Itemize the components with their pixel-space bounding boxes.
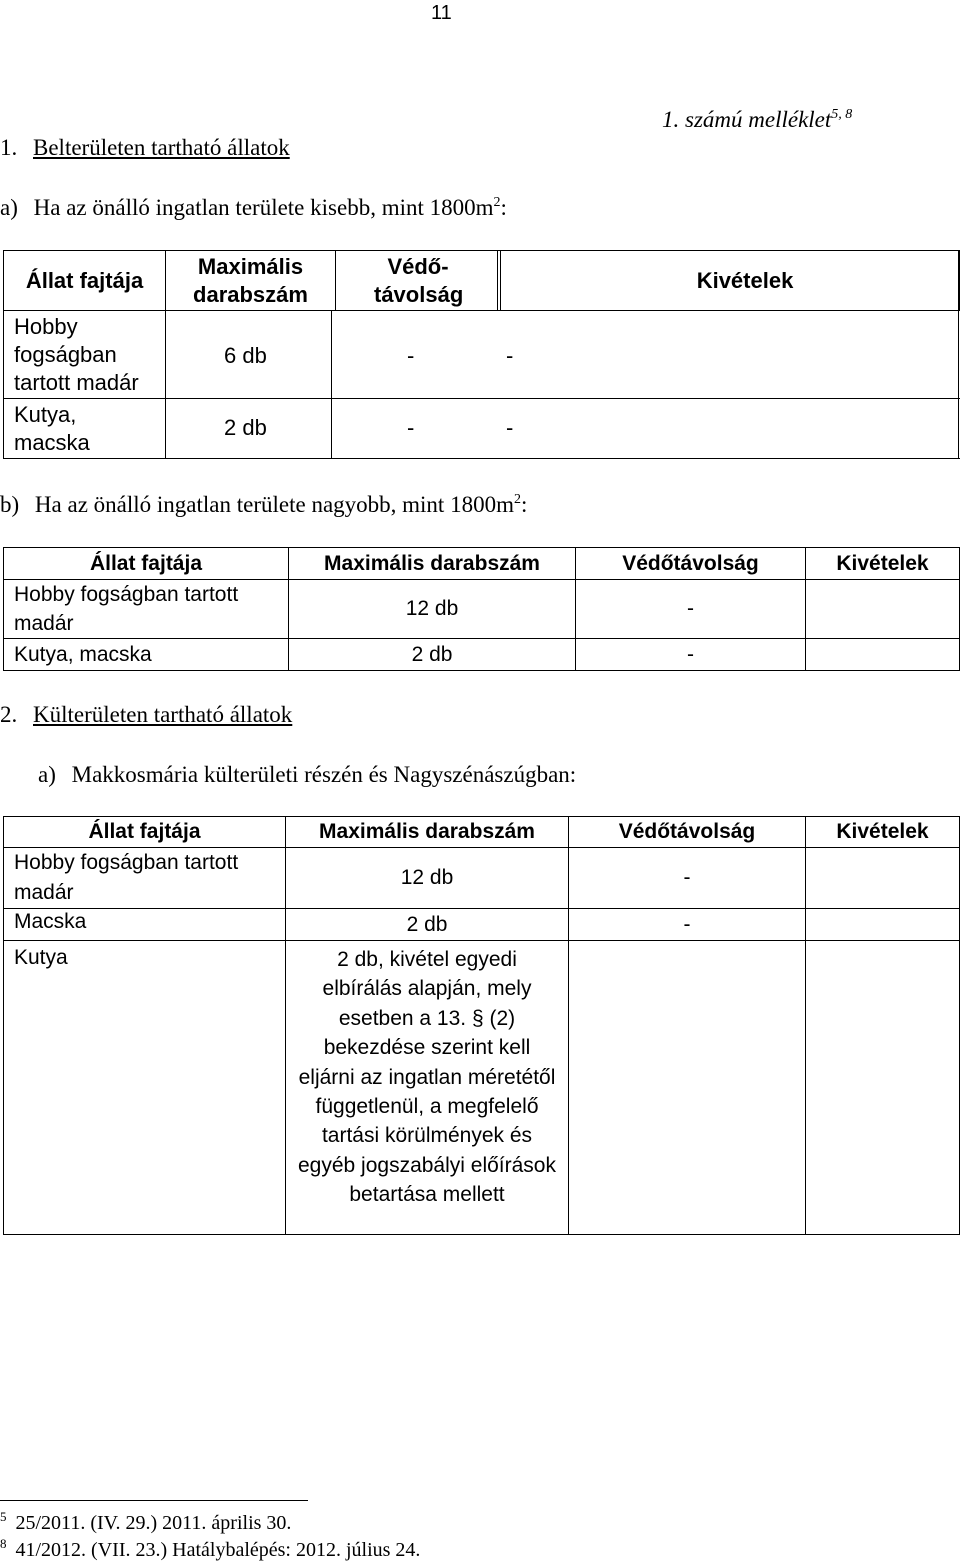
table-row: [4, 639, 960, 671]
section-1b-heading: [0, 493, 527, 516]
header-exceptions: Kivételek: [806, 548, 960, 580]
cell-max: 2 db, kivétel egyedi elbírálás alapján, mely esetben a 13. § (2) bekezdése szerint kell eljárni az ingatlan méretétől függetlenül, a megfelelő tartási körülmények és egyéb jogszabályi előírások betartása mellett: [286, 941, 569, 1235]
section-2a-text: Makkosmária külterületi részén és Nagyszénászúgban:: [71, 762, 577, 787]
section-1-title: Belterületen tartható állatok: [33, 135, 290, 160]
footnote: [0, 1509, 292, 1534]
table-row: [4, 848, 960, 909]
cell-distance: -: [569, 848, 806, 909]
footnote-number: 8: [0, 1536, 7, 1551]
header-max-count: Maximális darabszám: [286, 817, 569, 848]
cell-animal: Kutya, macska: [4, 639, 289, 671]
section-1b-colon: :: [520, 492, 528, 517]
cell-distance: -: [576, 580, 806, 639]
section-1-heading: [0, 136, 290, 159]
table-1b: [3, 547, 960, 671]
footnote-text: 25/2011. (IV. 29.) 2011. április 30.: [15, 1512, 292, 1534]
cell-exceptions: -: [506, 415, 514, 440]
cell-animal: Kutya, macska: [4, 399, 166, 459]
table-row-header: [4, 817, 960, 848]
section-1b-sup: 2: [513, 492, 521, 507]
cell-animal: Hobby fogságban tartott madár: [4, 311, 166, 399]
section-1b-text: Ha az önálló ingatlan területe nagyobb, mint 1800m: [34, 492, 514, 517]
cell-max: 2 db: [224, 415, 267, 440]
cell-distance: [569, 941, 806, 1235]
table-1a-divider: [497, 250, 498, 310]
section-2-title: Külterületen tartható állatok: [33, 702, 293, 727]
cell-animal: Macska: [4, 909, 286, 941]
header-max-count: Maximális darabszám: [166, 251, 336, 311]
cell-max: 12 db: [289, 580, 576, 639]
table-row: [4, 580, 960, 639]
section-2a-heading: [38, 763, 576, 786]
cell-animal: Hobby fogságban tartott madár: [4, 580, 289, 639]
cell-max: 2 db: [286, 909, 569, 941]
page-number: 11: [431, 2, 452, 24]
footnote: [0, 1536, 421, 1561]
section-1-number: 1.: [0, 135, 18, 160]
footnote-rule: [0, 1500, 308, 1501]
header-animal: Állat fajtája: [4, 251, 166, 311]
table-2a: [3, 816, 960, 1235]
section-1b-label: b): [0, 492, 20, 517]
section-2-number: 2.: [0, 702, 18, 727]
header-max-count: Maximális darabszám: [289, 548, 576, 580]
cell-exceptions: [806, 941, 960, 1235]
cell-exceptions: [806, 639, 960, 671]
cell-distance: -: [576, 639, 806, 671]
table-1a-divider: [958, 250, 959, 458]
section-1a-text: Ha az önálló ingatlan területe kisebb, mint 1800m: [33, 195, 494, 220]
cell-values: [166, 311, 960, 399]
table-1a-divider: [331, 310, 332, 458]
cell-animal: Hobby fogságban tartott madár: [4, 848, 286, 909]
footnote-text: 41/2012. (VII. 23.) Hatálybalépés: 2012. július 24.: [15, 1539, 421, 1561]
cell-exceptions: [806, 848, 960, 909]
cell-distance: -: [569, 909, 806, 941]
annex-footnote-refs: 5, 8: [831, 107, 853, 122]
cell-exceptions: [806, 909, 960, 941]
header-distance: Védőtávolság: [569, 817, 806, 848]
header-distance: Védő-távolság: [336, 251, 501, 311]
cell-animal: Kutya: [4, 941, 286, 1235]
cell-distance: -: [407, 415, 415, 440]
header-animal: Állat fajtája: [4, 548, 289, 580]
cell-values: [166, 399, 960, 459]
footnote-number: 5: [0, 1509, 7, 1524]
table-row: [4, 399, 960, 459]
table-1a: [3, 250, 960, 459]
table-row-header: [4, 548, 960, 580]
header-exceptions: Kivételek: [501, 251, 960, 311]
cell-exceptions: -: [506, 343, 514, 368]
section-2-heading: [0, 703, 292, 726]
section-1a-heading: [0, 196, 507, 219]
header-distance: Védőtávolság: [576, 548, 806, 580]
cell-distance: -: [407, 343, 415, 368]
table-row: [4, 311, 960, 399]
cell-max: 12 db: [286, 848, 569, 909]
header-exceptions: Kivételek: [806, 817, 960, 848]
cell-exceptions: [806, 580, 960, 639]
table-row-header: [4, 251, 960, 311]
header-animal: Állat fajtája: [4, 817, 286, 848]
table-row: [4, 941, 960, 1235]
section-2a-label: a): [38, 762, 56, 787]
section-1a-colon: :: [500, 195, 507, 220]
annex-label-text: 1. számú melléklet: [662, 107, 832, 132]
section-1a-label: a): [0, 195, 18, 220]
annex-label: [662, 108, 852, 131]
section-1a-sup: 2: [493, 195, 501, 210]
cell-max: 6 db: [224, 343, 267, 368]
table-row: [4, 909, 960, 941]
cell-max: 2 db: [289, 639, 576, 671]
